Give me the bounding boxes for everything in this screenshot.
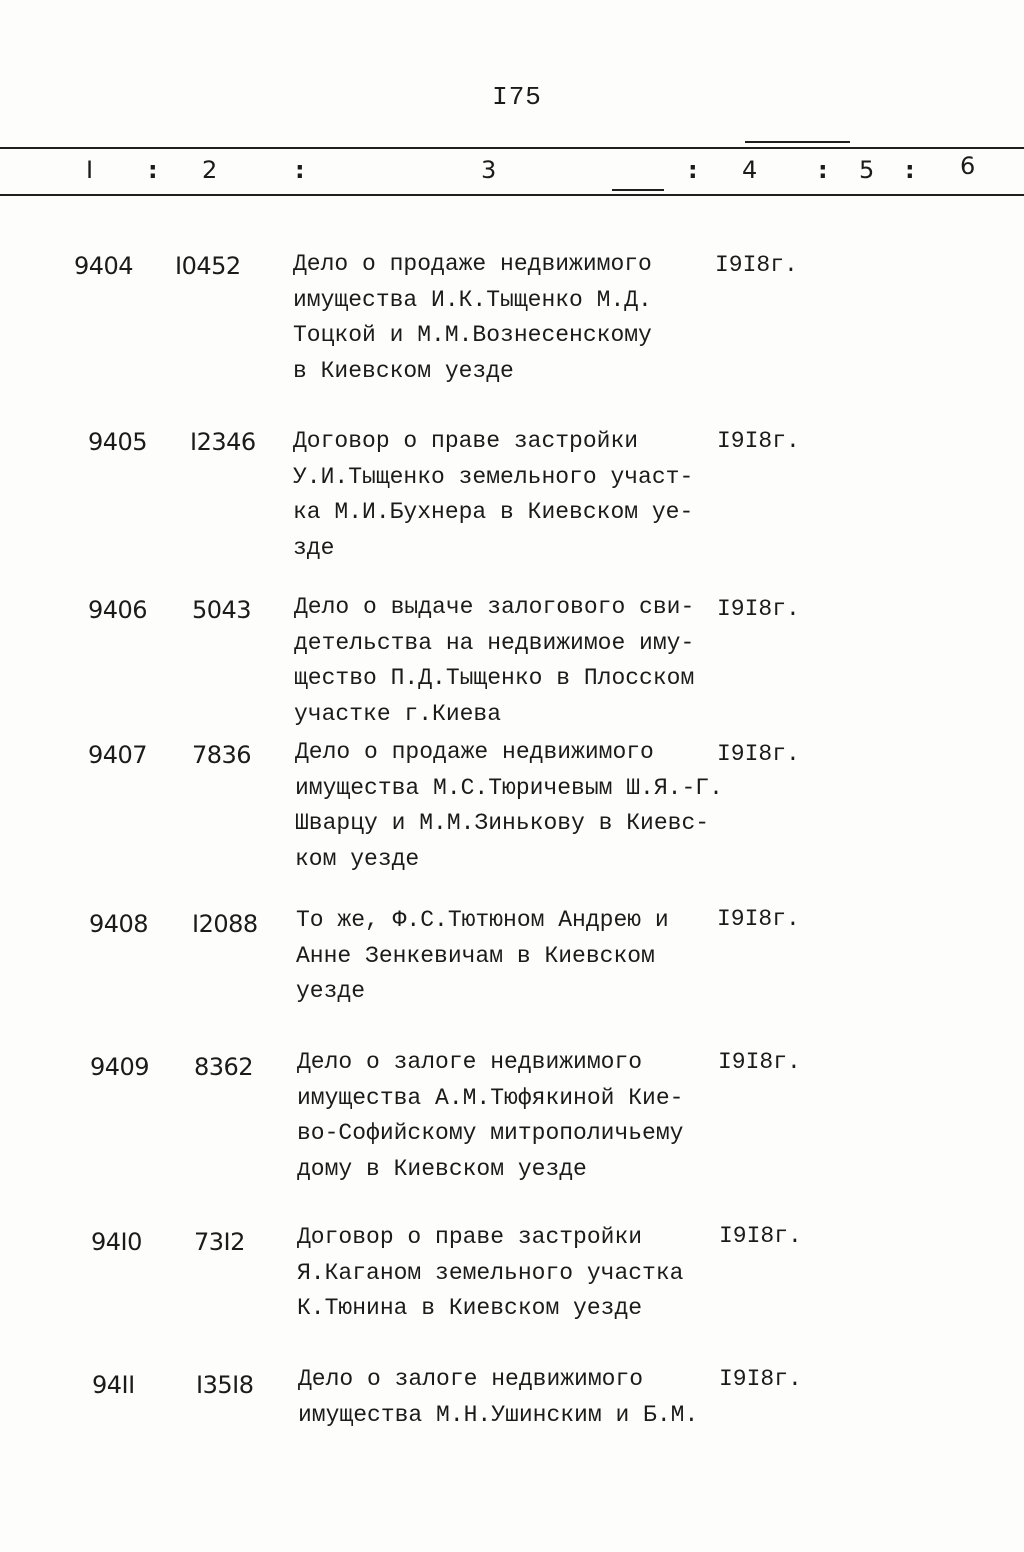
description-line: ком уезде bbox=[295, 845, 420, 872]
description-line: Дело о залоге недвижимого bbox=[298, 1366, 644, 1392]
entry-year: I9I8г. bbox=[717, 741, 800, 767]
page-number: I75 bbox=[492, 82, 542, 112]
description-line: во-Софийскому митрополичьему bbox=[297, 1120, 684, 1146]
entry-year: I9I8г. bbox=[717, 906, 800, 932]
description-line: Шварцу и М.М.Зинькову в Киевс- bbox=[295, 810, 710, 836]
entry-number: 94I0 bbox=[91, 1228, 142, 1256]
entry-code: 73I2 bbox=[194, 1228, 245, 1256]
header-rule-mini bbox=[612, 189, 664, 191]
description-line: К.Тюнина в Киевском уезде bbox=[297, 1295, 643, 1321]
column-separator: : bbox=[905, 156, 915, 184]
entry-year: I9I8г. bbox=[718, 1049, 801, 1075]
description-line: Я.Каганом земельного участка bbox=[297, 1259, 684, 1286]
header-rule-short bbox=[745, 141, 850, 143]
column-header-6: 6 bbox=[960, 152, 976, 180]
entry-number: 9404 bbox=[74, 252, 134, 280]
description-line: ка М.И.Бухнера в Киевском уе- bbox=[293, 499, 694, 525]
entry-number: 9408 bbox=[89, 910, 149, 938]
header-rule-top bbox=[0, 147, 1024, 149]
description-line: имущества И.К.Тыщенко М.Д. bbox=[293, 286, 652, 313]
description-line: уезде bbox=[296, 978, 366, 1004]
column-separator: : bbox=[688, 156, 698, 184]
entry-number: 9407 bbox=[88, 741, 148, 769]
description-line: Анне Зенкевичам в Киевском bbox=[296, 942, 655, 969]
entry-description bbox=[294, 590, 694, 732]
entry-code: I2346 bbox=[190, 428, 256, 456]
description-line: в Киевском уезде bbox=[293, 357, 514, 384]
entry-code: 5043 bbox=[192, 596, 252, 624]
column-header-4: 4 bbox=[742, 156, 758, 184]
description-line: Дело о продаже недвижимого bbox=[293, 251, 652, 277]
description-line: Дело о выдаче залогового сви- bbox=[294, 594, 695, 620]
description-line: дому в Киевском уезде bbox=[297, 1155, 587, 1182]
description-line: зде bbox=[293, 534, 335, 561]
description-line: Дело о продаже недвижимого bbox=[295, 739, 654, 765]
entry-number: 94II bbox=[92, 1371, 135, 1399]
entry-year: I9I8г. bbox=[719, 1366, 802, 1392]
entry-description bbox=[297, 1220, 683, 1327]
entry-description bbox=[296, 903, 669, 1010]
entry-year: I9I8г. bbox=[715, 252, 798, 278]
description-line: имущества М.Н.Ушинским и Б.М. bbox=[298, 1401, 699, 1428]
column-header-5: 5 bbox=[859, 156, 875, 184]
description-line: участке г.Киева bbox=[294, 700, 502, 727]
entry-description bbox=[298, 1362, 698, 1433]
entry-code: 8362 bbox=[194, 1053, 254, 1081]
entry-year: I9I8г. bbox=[717, 428, 800, 454]
entry-code: 7836 bbox=[192, 741, 252, 769]
entry-number: 9406 bbox=[88, 596, 148, 624]
entry-description bbox=[293, 247, 652, 389]
entry-code: I0452 bbox=[175, 252, 241, 280]
entry-year: I9I8г. bbox=[719, 1223, 802, 1249]
entry-year: I9I8г. bbox=[717, 596, 800, 622]
description-line: Договор о праве застройки bbox=[297, 1224, 643, 1250]
column-separator: : bbox=[148, 156, 158, 184]
description-line: имущества М.С.Тюричевым Ш.Я.-Г. bbox=[295, 774, 723, 801]
description-line: Дело о залоге недвижимого bbox=[297, 1049, 643, 1075]
column-separator: : bbox=[818, 156, 828, 184]
header-rule-bottom bbox=[0, 194, 1024, 196]
description-line: имущества А.М.Тюфякиной Кие- bbox=[297, 1084, 684, 1111]
entry-code: I2088 bbox=[192, 910, 258, 938]
description-line: У.И.Тыщенко земельного участ- bbox=[293, 463, 694, 490]
description-line: детельства на недвижимое иму- bbox=[294, 629, 695, 656]
entry-description bbox=[295, 735, 723, 877]
column-header-3: 3 bbox=[481, 156, 497, 184]
description-line: щество П.Д.Тыщенко в Плосском bbox=[294, 665, 695, 691]
description-line: Тоцкой и М.М.Вознесенскому bbox=[293, 322, 652, 348]
entry-description bbox=[297, 1045, 683, 1187]
column-separator: : bbox=[295, 156, 305, 184]
column-header-1: I bbox=[86, 156, 94, 184]
description-line: То же, Ф.С.Тютюном Андрею и bbox=[296, 907, 669, 933]
description-line: Договор о праве застройки bbox=[293, 428, 639, 454]
entry-code: I35I8 bbox=[196, 1371, 254, 1399]
entry-number: 9409 bbox=[90, 1053, 150, 1081]
entry-description bbox=[293, 424, 693, 566]
entry-number: 9405 bbox=[88, 428, 148, 456]
column-header-2: 2 bbox=[202, 156, 218, 184]
